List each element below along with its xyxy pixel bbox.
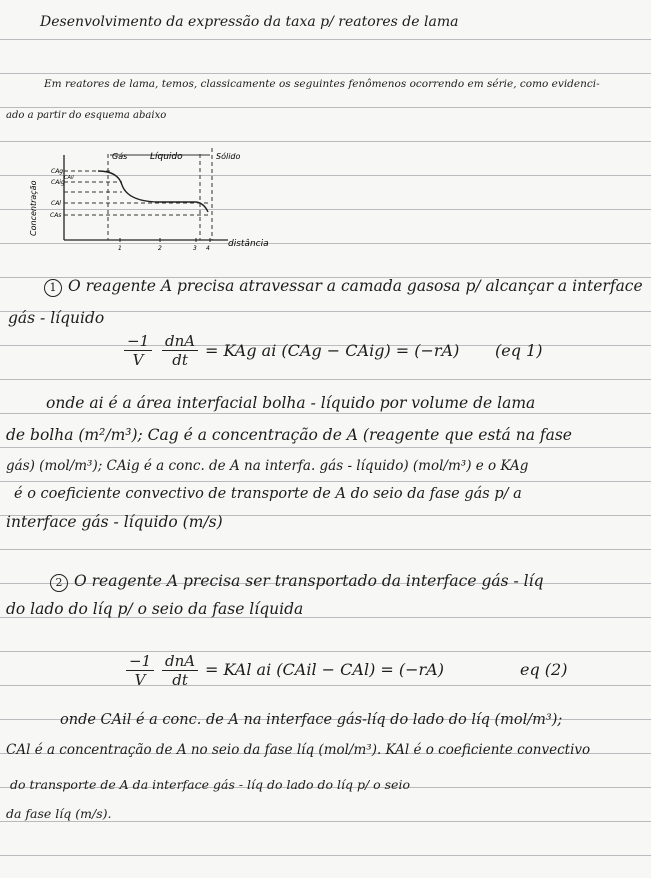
eq2-fraction-1: $\frac{-1}{V}$ [126, 652, 154, 689]
label-cag: CAg [51, 168, 64, 175]
explanation-1-line-2: de bolha (m²/m³); Cag é a concentração de A (reagente que está na fase [6, 426, 572, 444]
eq2-fraction-2: dnA dt [162, 652, 198, 689]
eq1-fraction-2: dnA dt [162, 332, 198, 369]
explanation-2-line-3: do transporte de A da interface gás - líq do lado do líq p/ o seio [10, 777, 410, 792]
tick-3: 3 [193, 245, 197, 252]
label-gas: Gás [112, 152, 128, 161]
explanation-1-line-5: interface gás - líquido (m/s) [6, 513, 223, 531]
label-caig: CAig [51, 179, 65, 186]
step-2-number: 2 [50, 574, 68, 592]
step-1-line-1: 1 O reagente A precisa atravessar a camada gasosa p/ alcançar a interface [44, 277, 643, 297]
concentration-curve [98, 171, 208, 212]
label-liquid: Líquido [150, 152, 183, 162]
explanation-1-line-3: gás) (mol/m³); CAig é a conc. de A na interfa. gás - líquido) (mol/m³) e o KAg [6, 458, 529, 474]
y-axis-label: Concentração [29, 180, 38, 236]
explanation-1-line-4: é o coeficiente convectivo de transporte de A do seio da fase gás p/ a [14, 486, 522, 502]
eq1-fraction-1: $\frac{-1}{V}$ [124, 332, 152, 369]
x-axis-label: distância [228, 239, 269, 249]
explanation-2-line-2: CAl é a concentração de A no seio da fase líq (mol/m³). KAl é o coeficiente convectivo [6, 742, 591, 758]
eq2-label: eq (2) [520, 660, 568, 679]
label-cail: CAil [64, 175, 74, 181]
intro-line-2: ado a partir do esquema abaixo [6, 110, 167, 121]
tick-1: 1 [118, 245, 122, 252]
explanation-1-line-1: onde ai é a área interfacial bolha - líquido por volume de lama [46, 394, 536, 412]
step-2-line-2: do lado do líq p/ o seio da fase líquida [6, 600, 304, 618]
explanation-2-line-1: onde CAil é a conc. de A na interface gás-líq do lado do líq (mol/m³); [60, 712, 563, 728]
step-1-line-2: gás - líquido [8, 309, 105, 327]
tick-2: 2 [158, 245, 162, 252]
intro-line-1: Em reatores de lama, temos, classicamente os seguintes fenômenos ocorrendo em série, como evidenci- [44, 78, 600, 90]
eq1-label: (eq 1) [495, 341, 543, 360]
label-cal: CAl [51, 200, 61, 207]
label-cas: CAs [50, 212, 62, 219]
label-solid: Sólido [216, 152, 241, 161]
eq1-body: = KAg ai (CAg − CAig) = (−rA) [205, 341, 460, 360]
step-1-number: 1 [44, 279, 62, 297]
tick-4: 4 [206, 245, 210, 252]
step-2-line-1: 2 O reagente A precisa ser transportado da interface gás - líq [50, 572, 544, 592]
eq2-body: = KAl ai (CAil − CAl) = (−rA) [205, 660, 444, 679]
page-title: Desenvolvimento da expressão da taxa p/ reatores de lama [40, 14, 459, 30]
explanation-2-line-4: da fase líq (m/s). [6, 806, 112, 821]
concentration-profile-diagram [0, 140, 300, 255]
